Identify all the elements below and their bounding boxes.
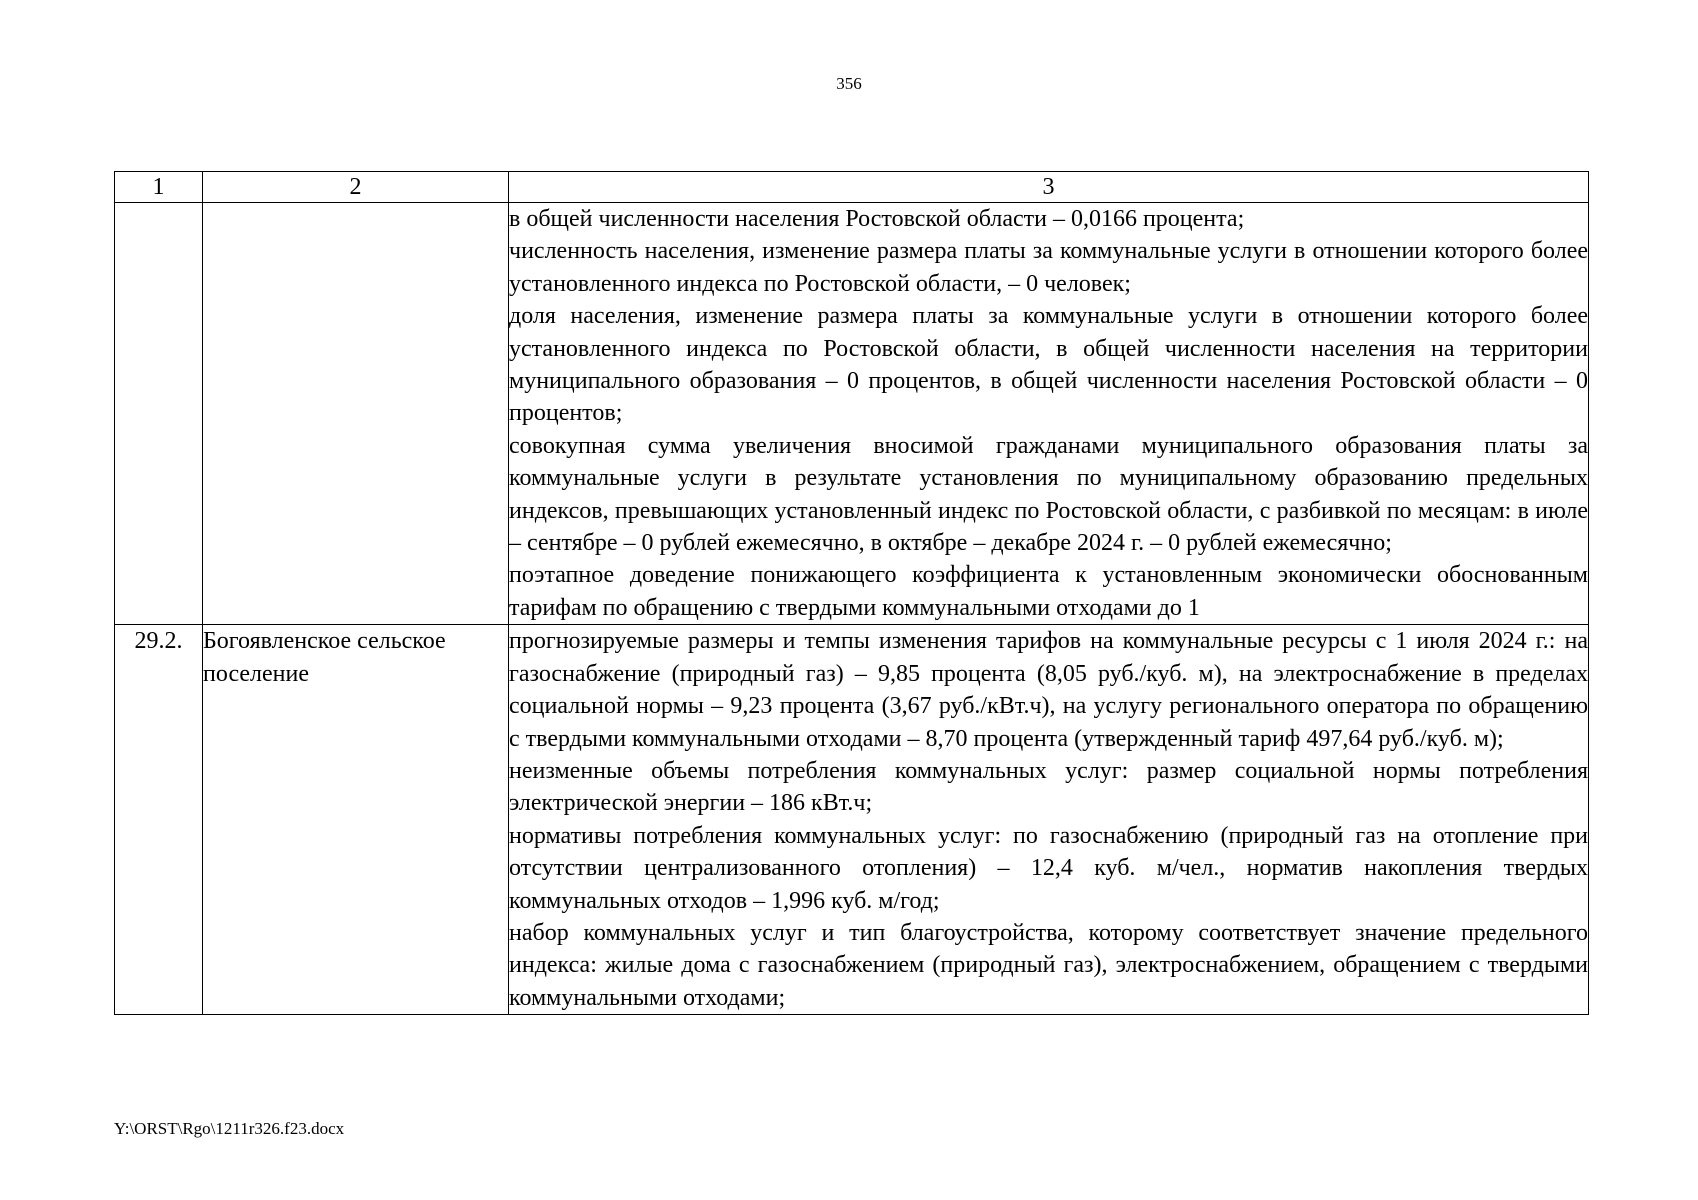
header-col-3: 3	[509, 172, 1589, 203]
content-paragraph: численность населения, изменение размера платы за коммунальные услуги в отношении которого более установленного индекса по Ростовской области, – 0 человек;	[509, 238, 1588, 297]
data-table	[114, 171, 1589, 1015]
content-paragraph: доля населения, изменение размера платы за коммунальные услуги в отношении которого более установленного индекса по Ростовской области, в общей численности населения на территории муниципального образования – 0 процентов, в общей численности населения Ростовской области – 0 процентов;	[509, 303, 1588, 427]
row-name: Богоявленское сельское поселение	[203, 625, 509, 1015]
content-paragraph: совокупная сумма увеличения вносимой гражданами муниципального образования платы за коммунальные услуги в результате установления по муниципальному образованию предельных индексов, превышающих установленный индекс по Ростовской области, с разбивкой по месяцам: в июле – сентябре – 0 рублей ежемесячно, в октябре – декабре 2024 г. – 0 рублей ежемесячно;	[509, 432, 1588, 557]
row-number: 29.2.	[115, 625, 203, 1015]
content-paragraph: неизменные объемы потребления коммунальных услуг: размер социальной нормы потребления электрической энергии – 186 кВт.ч;	[509, 757, 1588, 817]
row-number	[115, 203, 203, 625]
header-col-1: 1	[115, 172, 203, 203]
row-name	[203, 203, 509, 625]
table-row	[115, 203, 1589, 625]
row-content	[509, 203, 1589, 625]
table-row	[115, 625, 1589, 1015]
file-path-footer: Y:\ORST\Rgo\1211r326.f23.docx	[114, 1119, 345, 1138]
header-col-2: 2	[203, 172, 509, 203]
table-header-row	[115, 172, 1589, 203]
row-content	[509, 625, 1589, 1015]
page-number: 356	[836, 74, 862, 93]
content-paragraph: набор коммунальных услуг и тип благоустройства, которому соответствует значение предельного индекса: жилые дома с газоснабжением (природный газ), электроснабжением, обращением с твердыми коммунальными отходами;	[509, 919, 1588, 1011]
content-paragraph: прогнозируемые размеры и темпы изменения тарифов на коммунальные ресурсы с 1 июля 2024 г.: на газоснабжение (природный газ) – 9,85 процента (8,05 руб./куб. м), на электроснабжение в пределах социальной нормы – 9,23 процента (3,67 руб./кВт.ч), на услугу регионального оператора по обращению с твердыми коммунальными отходами – 8,70 процента (утвержденный тариф 497,64 руб./куб. м);	[509, 628, 1588, 752]
content-paragraph: нормативы потребления коммунальных услуг: по газоснабжению (природный газ на отопление при отсутствии централизованного отопления) – 12,4 куб. м/чел., норматив накопления твердых коммунальных отходов – 1,996 куб. м/год;	[509, 822, 1588, 914]
content-paragraph: поэтапное доведение понижающего коэффициента к установленным экономически обоснованным тарифам по обращению с твердыми коммунальными отходами до 1	[509, 562, 1588, 621]
content-paragraph: в общей численности населения Ростовской области – 0,0166 процента;	[509, 206, 1245, 232]
